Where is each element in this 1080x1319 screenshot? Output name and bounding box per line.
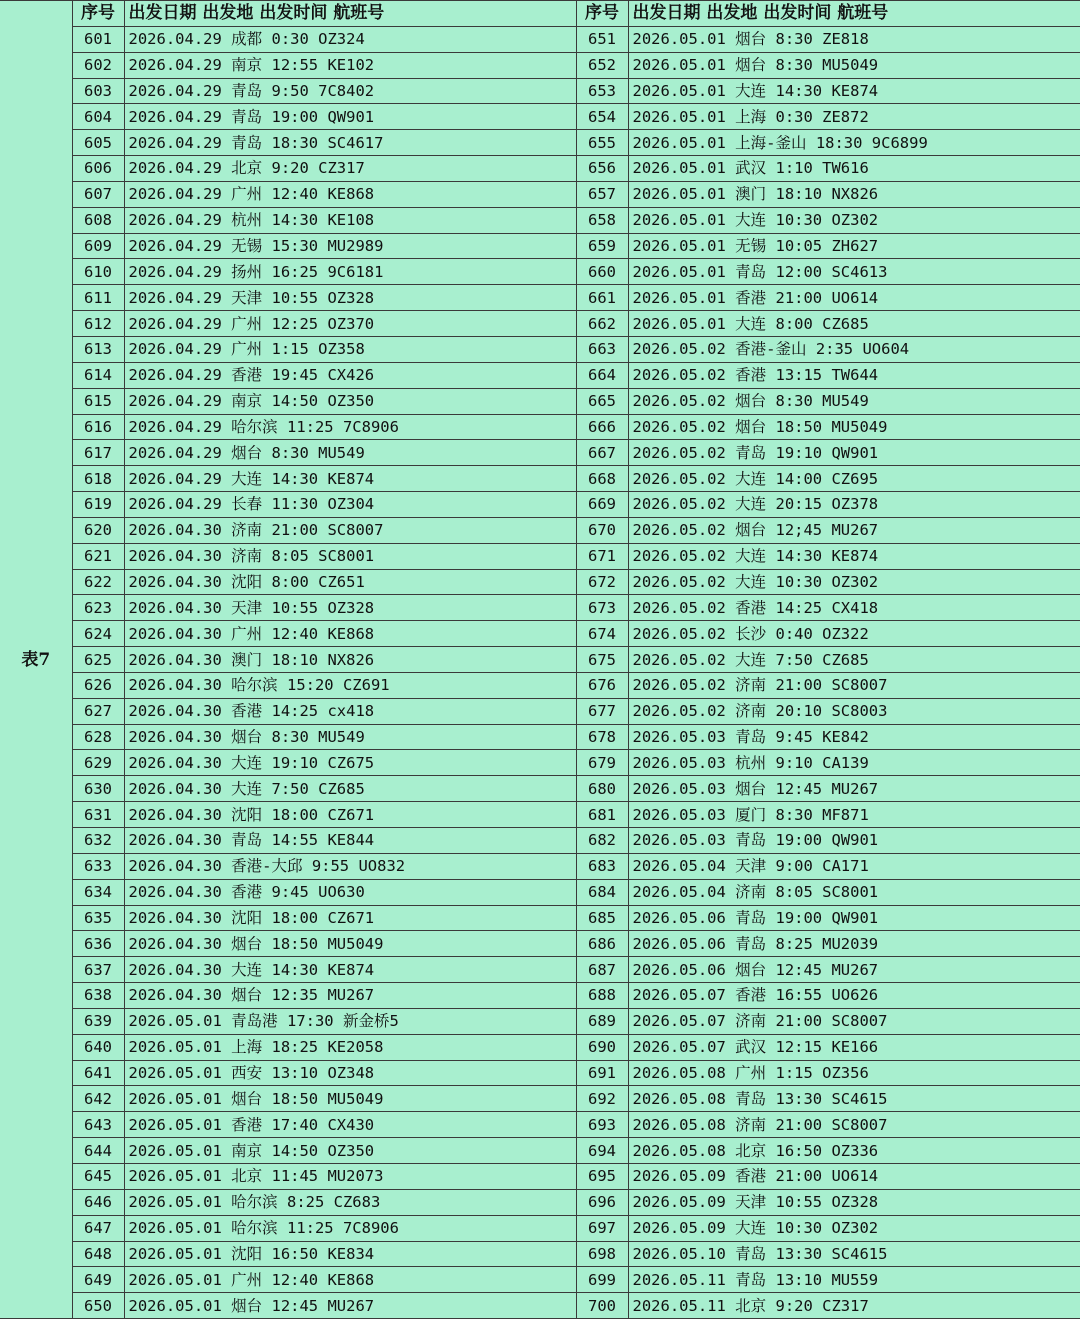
row-seq-left: 615 xyxy=(72,388,124,414)
row-detail-left: 2026.04.29 青岛 19:00 QW901 xyxy=(124,104,576,130)
row-seq-left: 626 xyxy=(72,672,124,698)
row-seq-left: 627 xyxy=(72,698,124,724)
table-row xyxy=(0,440,1080,466)
row-seq-left: 623 xyxy=(72,595,124,621)
header-detail-left: 出发日期 出发地 出发时间 航班号 xyxy=(124,1,576,27)
row-detail-left: 2026.04.29 青岛 18:30 SC4617 xyxy=(124,130,576,156)
row-seq-right: 693 xyxy=(576,1112,628,1138)
row-seq-left: 642 xyxy=(72,1086,124,1112)
header-seq-right: 序号 xyxy=(576,1,628,27)
table-row xyxy=(0,1267,1080,1293)
row-detail-right: 2026.05.02 青岛 19:10 QW901 xyxy=(628,440,1080,466)
row-seq-left: 629 xyxy=(72,750,124,776)
row-seq-right: 655 xyxy=(576,130,628,156)
row-detail-right: 2026.05.06 青岛 8:25 MU2039 xyxy=(628,931,1080,957)
row-detail-left: 2026.05.01 青岛港 17:30 新金桥5 xyxy=(124,1008,576,1034)
row-detail-right: 2026.05.02 香港-釜山 2:35 UO604 xyxy=(628,336,1080,362)
row-detail-left: 2026.04.30 香港 9:45 UO630 xyxy=(124,879,576,905)
row-detail-left: 2026.04.29 南京 14:50 OZ350 xyxy=(124,388,576,414)
row-seq-left: 647 xyxy=(72,1215,124,1241)
row-seq-left: 639 xyxy=(72,1008,124,1034)
row-seq-left: 618 xyxy=(72,466,124,492)
row-detail-right: 2026.05.01 香港 21:00 UO614 xyxy=(628,285,1080,311)
row-seq-right: 659 xyxy=(576,233,628,259)
row-seq-right: 662 xyxy=(576,311,628,337)
row-seq-right: 683 xyxy=(576,853,628,879)
header-detail-right: 出发日期 出发地 出发时间 航班号 xyxy=(628,1,1080,27)
row-seq-left: 630 xyxy=(72,776,124,802)
row-detail-right: 2026.05.01 大连 14:30 KE874 xyxy=(628,78,1080,104)
row-detail-right: 2026.05.08 青岛 13:30 SC4615 xyxy=(628,1086,1080,1112)
table-row xyxy=(0,1138,1080,1164)
row-detail-left: 2026.04.30 沈阳 8:00 CZ651 xyxy=(124,569,576,595)
row-seq-right: 661 xyxy=(576,285,628,311)
row-seq-left: 624 xyxy=(72,621,124,647)
table-row xyxy=(0,1060,1080,1086)
row-seq-left: 634 xyxy=(72,879,124,905)
row-seq-left: 625 xyxy=(72,647,124,673)
row-detail-right: 2026.05.06 青岛 19:00 QW901 xyxy=(628,905,1080,931)
row-detail-left: 2026.05.01 广州 12:40 KE868 xyxy=(124,1267,576,1293)
row-seq-left: 604 xyxy=(72,104,124,130)
row-detail-right: 2026.05.04 济南 8:05 SC8001 xyxy=(628,879,1080,905)
table-row xyxy=(0,1241,1080,1267)
row-seq-right: 680 xyxy=(576,776,628,802)
row-detail-right: 2026.05.03 青岛 9:45 KE842 xyxy=(628,724,1080,750)
table-row xyxy=(0,362,1080,388)
row-seq-right: 690 xyxy=(576,1034,628,1060)
flight-table-body xyxy=(0,1,1080,1319)
table-row xyxy=(0,156,1080,182)
row-detail-left: 2026.05.01 香港 17:40 CX430 xyxy=(124,1112,576,1138)
table-row xyxy=(0,621,1080,647)
row-seq-right: 698 xyxy=(576,1241,628,1267)
header-row xyxy=(0,1,1080,27)
table-row xyxy=(0,1008,1080,1034)
row-seq-right: 696 xyxy=(576,1189,628,1215)
row-seq-right: 687 xyxy=(576,957,628,983)
table-row xyxy=(0,130,1080,156)
row-seq-right: 660 xyxy=(576,259,628,285)
row-detail-left: 2026.04.30 青岛 14:55 KE844 xyxy=(124,828,576,854)
table-row xyxy=(0,957,1080,983)
row-detail-right: 2026.05.02 香港 13:15 TW644 xyxy=(628,362,1080,388)
row-detail-right: 2026.05.02 烟台 8:30 MU549 xyxy=(628,388,1080,414)
row-seq-left: 611 xyxy=(72,285,124,311)
row-seq-left: 635 xyxy=(72,905,124,931)
row-detail-right: 2026.05.03 烟台 12:45 MU267 xyxy=(628,776,1080,802)
row-seq-right: 658 xyxy=(576,207,628,233)
row-detail-right: 2026.05.10 青岛 13:30 SC4615 xyxy=(628,1241,1080,1267)
table-row xyxy=(0,543,1080,569)
row-detail-right: 2026.05.01 无锡 10:05 ZH627 xyxy=(628,233,1080,259)
row-seq-left: 620 xyxy=(72,517,124,543)
row-seq-right: 670 xyxy=(576,517,628,543)
row-seq-left: 640 xyxy=(72,1034,124,1060)
table-row xyxy=(0,78,1080,104)
row-detail-left: 2026.04.30 香港 14:25 cx418 xyxy=(124,698,576,724)
row-detail-left: 2026.05.01 烟台 12:45 MU267 xyxy=(124,1293,576,1319)
table-row xyxy=(0,517,1080,543)
row-seq-left: 631 xyxy=(72,802,124,828)
row-seq-right: 688 xyxy=(576,983,628,1009)
row-detail-left: 2026.04.30 济南 21:00 SC8007 xyxy=(124,517,576,543)
table-row xyxy=(0,492,1080,518)
row-detail-left: 2026.04.30 济南 8:05 SC8001 xyxy=(124,543,576,569)
row-detail-right: 2026.05.04 天津 9:00 CA171 xyxy=(628,853,1080,879)
row-detail-left: 2026.04.29 天津 10:55 OZ328 xyxy=(124,285,576,311)
row-detail-right: 2026.05.09 天津 10:55 OZ328 xyxy=(628,1189,1080,1215)
row-detail-left: 2026.04.30 香港-大邱 9:55 UO832 xyxy=(124,853,576,879)
row-seq-right: 682 xyxy=(576,828,628,854)
table-row xyxy=(0,828,1080,854)
row-detail-left: 2026.04.29 成都 0:30 OZ324 xyxy=(124,26,576,52)
row-detail-right: 2026.05.06 烟台 12:45 MU267 xyxy=(628,957,1080,983)
row-detail-right: 2026.05.08 北京 16:50 OZ336 xyxy=(628,1138,1080,1164)
table-row xyxy=(0,207,1080,233)
table-row xyxy=(0,1163,1080,1189)
row-seq-right: 697 xyxy=(576,1215,628,1241)
row-detail-left: 2026.04.29 广州 12:25 OZ370 xyxy=(124,311,576,337)
row-detail-right: 2026.05.08 济南 21:00 SC8007 xyxy=(628,1112,1080,1138)
row-detail-left: 2026.04.30 烟台 8:30 MU549 xyxy=(124,724,576,750)
row-detail-left: 2026.04.29 南京 12:55 KE102 xyxy=(124,52,576,78)
table-row xyxy=(0,1189,1080,1215)
row-detail-left: 2026.04.29 长春 11:30 OZ304 xyxy=(124,492,576,518)
row-detail-left: 2026.04.29 广州 1:15 OZ358 xyxy=(124,336,576,362)
table-row xyxy=(0,1293,1080,1319)
table-row xyxy=(0,776,1080,802)
row-detail-left: 2026.04.30 大连 14:30 KE874 xyxy=(124,957,576,983)
row-detail-right: 2026.05.01 烟台 8:30 ZE818 xyxy=(628,26,1080,52)
table-row xyxy=(0,569,1080,595)
row-detail-right: 2026.05.02 长沙 0:40 OZ322 xyxy=(628,621,1080,647)
row-detail-left: 2026.04.30 澳门 18:10 NX826 xyxy=(124,647,576,673)
row-detail-left: 2026.04.30 大连 7:50 CZ685 xyxy=(124,776,576,802)
row-seq-right: 677 xyxy=(576,698,628,724)
row-detail-left: 2026.04.30 沈阳 18:00 CZ671 xyxy=(124,802,576,828)
row-seq-right: 692 xyxy=(576,1086,628,1112)
row-seq-right: 671 xyxy=(576,543,628,569)
row-seq-right: 700 xyxy=(576,1293,628,1319)
row-detail-right: 2026.05.09 大连 10:30 OZ302 xyxy=(628,1215,1080,1241)
row-seq-left: 632 xyxy=(72,828,124,854)
row-seq-left: 610 xyxy=(72,259,124,285)
row-seq-left: 616 xyxy=(72,414,124,440)
row-seq-right: 691 xyxy=(576,1060,628,1086)
table-label: 表7 xyxy=(0,1,72,1319)
row-detail-right: 2026.05.02 大连 7:50 CZ685 xyxy=(628,647,1080,673)
row-detail-right: 2026.05.02 大连 14:30 KE874 xyxy=(628,543,1080,569)
row-detail-left: 2026.04.29 北京 9:20 CZ317 xyxy=(124,156,576,182)
row-detail-left: 2026.04.30 沈阳 18:00 CZ671 xyxy=(124,905,576,931)
row-detail-right: 2026.05.02 大连 10:30 OZ302 xyxy=(628,569,1080,595)
table-row xyxy=(0,1086,1080,1112)
row-seq-right: 668 xyxy=(576,466,628,492)
row-detail-right: 2026.05.09 香港 21:00 UO614 xyxy=(628,1163,1080,1189)
row-seq-right: 681 xyxy=(576,802,628,828)
row-detail-left: 2026.05.01 哈尔滨 11:25 7C8906 xyxy=(124,1215,576,1241)
row-detail-left: 2026.04.30 广州 12:40 KE868 xyxy=(124,621,576,647)
row-seq-left: 609 xyxy=(72,233,124,259)
row-seq-right: 665 xyxy=(576,388,628,414)
row-seq-right: 685 xyxy=(576,905,628,931)
row-detail-left: 2026.05.01 西安 13:10 OZ348 xyxy=(124,1060,576,1086)
row-seq-left: 644 xyxy=(72,1138,124,1164)
row-seq-left: 614 xyxy=(72,362,124,388)
table-row xyxy=(0,52,1080,78)
row-seq-left: 628 xyxy=(72,724,124,750)
row-detail-right: 2026.05.01 澳门 18:10 NX826 xyxy=(628,181,1080,207)
table-row xyxy=(0,26,1080,52)
row-detail-left: 2026.04.29 广州 12:40 KE868 xyxy=(124,181,576,207)
row-detail-right: 2026.05.02 济南 20:10 SC8003 xyxy=(628,698,1080,724)
row-detail-right: 2026.05.11 北京 9:20 CZ317 xyxy=(628,1293,1080,1319)
table-row xyxy=(0,647,1080,673)
row-seq-left: 633 xyxy=(72,853,124,879)
row-seq-right: 699 xyxy=(576,1267,628,1293)
row-seq-left: 645 xyxy=(72,1163,124,1189)
row-seq-left: 617 xyxy=(72,440,124,466)
row-seq-left: 646 xyxy=(72,1189,124,1215)
row-detail-left: 2026.04.29 烟台 8:30 MU549 xyxy=(124,440,576,466)
table-row xyxy=(0,259,1080,285)
row-detail-left: 2026.04.29 哈尔滨 11:25 7C8906 xyxy=(124,414,576,440)
row-detail-right: 2026.05.02 济南 21:00 SC8007 xyxy=(628,672,1080,698)
row-seq-left: 607 xyxy=(72,181,124,207)
table-row xyxy=(0,285,1080,311)
row-seq-right: 675 xyxy=(576,647,628,673)
row-detail-left: 2026.04.29 青岛 9:50 7C8402 xyxy=(124,78,576,104)
row-detail-right: 2026.05.02 烟台 12;45 MU267 xyxy=(628,517,1080,543)
table-row xyxy=(0,1215,1080,1241)
row-detail-right: 2026.05.11 青岛 13:10 MU559 xyxy=(628,1267,1080,1293)
row-detail-right: 2026.05.07 香港 16:55 UO626 xyxy=(628,983,1080,1009)
row-seq-left: 648 xyxy=(72,1241,124,1267)
table-row xyxy=(0,905,1080,931)
table-row xyxy=(0,388,1080,414)
row-detail-right: 2026.05.01 武汉 1:10 TW616 xyxy=(628,156,1080,182)
row-detail-right: 2026.05.01 大连 10:30 OZ302 xyxy=(628,207,1080,233)
table-row xyxy=(0,595,1080,621)
row-seq-right: 694 xyxy=(576,1138,628,1164)
row-seq-right: 673 xyxy=(576,595,628,621)
row-detail-left: 2026.04.29 无锡 15:30 MU2989 xyxy=(124,233,576,259)
row-detail-left: 2026.05.01 北京 11:45 MU2073 xyxy=(124,1163,576,1189)
row-detail-left: 2026.04.29 扬州 16:25 9C6181 xyxy=(124,259,576,285)
row-seq-right: 674 xyxy=(576,621,628,647)
row-seq-right: 686 xyxy=(576,931,628,957)
row-seq-left: 621 xyxy=(72,543,124,569)
table-row xyxy=(0,233,1080,259)
table-row xyxy=(0,414,1080,440)
row-detail-left: 2026.04.30 哈尔滨 15:20 CZ691 xyxy=(124,672,576,698)
row-seq-right: 672 xyxy=(576,569,628,595)
row-seq-left: 612 xyxy=(72,311,124,337)
row-seq-right: 653 xyxy=(576,78,628,104)
row-seq-left: 613 xyxy=(72,336,124,362)
row-seq-right: 654 xyxy=(576,104,628,130)
row-seq-left: 608 xyxy=(72,207,124,233)
row-detail-right: 2026.05.01 青岛 12:00 SC4613 xyxy=(628,259,1080,285)
row-detail-right: 2026.05.02 大连 20:15 OZ378 xyxy=(628,492,1080,518)
row-detail-right: 2026.05.01 大连 8:00 CZ685 xyxy=(628,311,1080,337)
row-detail-left: 2026.04.30 大连 19:10 CZ675 xyxy=(124,750,576,776)
row-seq-left: 603 xyxy=(72,78,124,104)
row-seq-left: 637 xyxy=(72,957,124,983)
row-seq-right: 679 xyxy=(576,750,628,776)
row-seq-left: 650 xyxy=(72,1293,124,1319)
row-seq-left: 636 xyxy=(72,931,124,957)
row-detail-left: 2026.05.01 烟台 18:50 MU5049 xyxy=(124,1086,576,1112)
row-detail-right: 2026.05.08 广州 1:15 OZ356 xyxy=(628,1060,1080,1086)
row-detail-right: 2026.05.03 青岛 19:00 QW901 xyxy=(628,828,1080,854)
row-detail-right: 2026.05.02 大连 14:00 CZ695 xyxy=(628,466,1080,492)
row-detail-right: 2026.05.01 烟台 8:30 MU5049 xyxy=(628,52,1080,78)
row-seq-right: 678 xyxy=(576,724,628,750)
table-row xyxy=(0,750,1080,776)
row-seq-right: 663 xyxy=(576,336,628,362)
row-detail-left: 2026.04.29 香港 19:45 CX426 xyxy=(124,362,576,388)
row-seq-right: 651 xyxy=(576,26,628,52)
row-seq-left: 622 xyxy=(72,569,124,595)
table-row xyxy=(0,104,1080,130)
table-row xyxy=(0,698,1080,724)
row-seq-right: 695 xyxy=(576,1163,628,1189)
row-seq-right: 666 xyxy=(576,414,628,440)
row-detail-left: 2026.05.01 哈尔滨 8:25 CZ683 xyxy=(124,1189,576,1215)
row-detail-right: 2026.05.02 香港 14:25 CX418 xyxy=(628,595,1080,621)
row-detail-left: 2026.04.29 大连 14:30 KE874 xyxy=(124,466,576,492)
row-seq-right: 656 xyxy=(576,156,628,182)
row-seq-left: 649 xyxy=(72,1267,124,1293)
table-row xyxy=(0,181,1080,207)
row-detail-left: 2026.05.01 上海 18:25 KE2058 xyxy=(124,1034,576,1060)
row-seq-left: 601 xyxy=(72,26,124,52)
row-seq-left: 605 xyxy=(72,130,124,156)
table-row xyxy=(0,931,1080,957)
row-seq-right: 669 xyxy=(576,492,628,518)
row-detail-right: 2026.05.07 济南 21:00 SC8007 xyxy=(628,1008,1080,1034)
row-seq-right: 684 xyxy=(576,879,628,905)
row-detail-right: 2026.05.03 厦门 8:30 MF871 xyxy=(628,802,1080,828)
row-detail-left: 2026.04.30 烟台 12:35 MU267 xyxy=(124,983,576,1009)
row-detail-right: 2026.05.07 武汉 12:15 KE166 xyxy=(628,1034,1080,1060)
row-seq-right: 664 xyxy=(576,362,628,388)
row-seq-right: 689 xyxy=(576,1008,628,1034)
row-seq-right: 657 xyxy=(576,181,628,207)
table-row xyxy=(0,672,1080,698)
table-row xyxy=(0,311,1080,337)
row-detail-right: 2026.05.03 杭州 9:10 CA139 xyxy=(628,750,1080,776)
table-row xyxy=(0,724,1080,750)
row-detail-right: 2026.05.01 上海-釜山 18:30 9C6899 xyxy=(628,130,1080,156)
table-row xyxy=(0,336,1080,362)
table-row xyxy=(0,853,1080,879)
table-row xyxy=(0,1112,1080,1138)
row-seq-left: 602 xyxy=(72,52,124,78)
row-detail-left: 2026.04.29 杭州 14:30 KE108 xyxy=(124,207,576,233)
table-row xyxy=(0,466,1080,492)
row-detail-left: 2026.04.30 天津 10:55 OZ328 xyxy=(124,595,576,621)
table-row xyxy=(0,1034,1080,1060)
row-detail-right: 2026.05.02 烟台 18:50 MU5049 xyxy=(628,414,1080,440)
row-detail-left: 2026.05.01 沈阳 16:50 KE834 xyxy=(124,1241,576,1267)
row-detail-right: 2026.05.01 上海 0:30 ZE872 xyxy=(628,104,1080,130)
row-seq-left: 619 xyxy=(72,492,124,518)
row-seq-left: 643 xyxy=(72,1112,124,1138)
table-row xyxy=(0,802,1080,828)
table-row xyxy=(0,983,1080,1009)
row-seq-left: 606 xyxy=(72,156,124,182)
table-row xyxy=(0,879,1080,905)
row-detail-left: 2026.05.01 南京 14:50 OZ350 xyxy=(124,1138,576,1164)
row-seq-left: 638 xyxy=(72,983,124,1009)
row-seq-right: 667 xyxy=(576,440,628,466)
row-seq-right: 652 xyxy=(576,52,628,78)
header-seq-left: 序号 xyxy=(72,1,124,27)
row-detail-left: 2026.04.30 烟台 18:50 MU5049 xyxy=(124,931,576,957)
row-seq-left: 641 xyxy=(72,1060,124,1086)
row-seq-right: 676 xyxy=(576,672,628,698)
